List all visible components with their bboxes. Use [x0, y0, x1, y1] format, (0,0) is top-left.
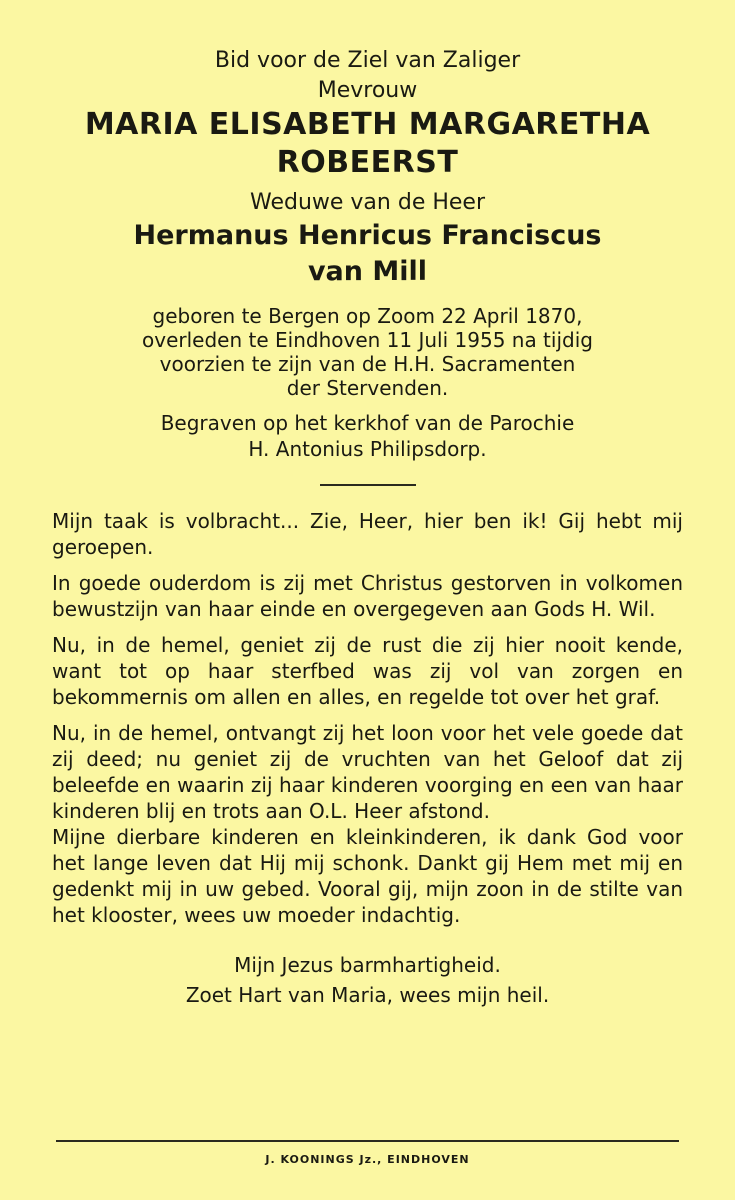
- life-facts: [52, 304, 683, 400]
- death-line-1: overleden te Eindhoven 11 Juli 1955 na tijdig: [142, 328, 593, 352]
- paragraph-2: In goede ouderdom is zij met Christus gestorven in volkomen bewustzijn van haar einde en overgegeven aan Gods H. Wil.: [52, 571, 683, 621]
- prayer-intro: Bid voor de Ziel van Zaliger: [214, 48, 521, 73]
- footer-rule: [56, 1140, 679, 1142]
- spouse-given-names: Hermanus Henricus Franciscus: [133, 220, 602, 251]
- paragraph-3: Nu, in de hemel, geniet zij de rust die zij hier nooit kende, want tot op haar sterfbed was zij vol van zorgen en bekommernis om allen en alles, en regelde tot over het graf.: [52, 633, 683, 709]
- widow-of-line: Weduwe van de Heer: [249, 190, 486, 215]
- burial-info: [52, 410, 683, 462]
- deceased-surname: ROBEERST: [276, 145, 459, 180]
- honorific: Mevrouw: [317, 78, 418, 103]
- closing-line-2: Zoet Hart van Maria, wees mijn heil.: [185, 983, 550, 1007]
- printer-credit: J. KOONINGS Jz., EINDHOVEN: [265, 1153, 470, 1166]
- paragraph-5: Mijne dierbare kinderen en kleinkinderen, ik dank God voor het lange leven dat Hij mij schonk. Dankt gij Hem met mij en gedenkt mij in uw gebed. Vooral gij, mijn zoon in de stilte van het klooster, wees uw moeder indachtig.: [52, 825, 683, 927]
- closing-line-1: Mijn Jezus barmhartigheid.: [234, 953, 501, 977]
- paragraph-1: Mijn taak is volbracht... Zie, Heer, hier ben ik! Gij hebt mij geroepen.: [52, 509, 683, 559]
- spouse-surname: van Mill: [307, 256, 428, 287]
- death-line-3: der Stervenden.: [286, 376, 449, 400]
- death-line-2: voorzien te zijn van de H.H. Sacramenten: [159, 352, 576, 376]
- closing-prayers: [52, 950, 683, 1010]
- divider: [320, 484, 416, 486]
- paragraph-4: Nu, in de hemel, ontvangt zij het loon voor het vele goede dat zij deed; nu geniet zij de vruchten van het Geloof dat zij beleefde en waarin zij haar kinderen voorging en een van haar kinderen blij en trots aan O.L. Heer afstond.: [52, 721, 683, 823]
- deceased-given-names: MARIA ELISABETH MARGARETHA: [84, 107, 651, 142]
- burial-line-1: Begraven op het kerkhof van de Parochie: [160, 411, 575, 435]
- birth-line: geboren te Bergen op Zoom 22 April 1870,: [152, 304, 583, 328]
- burial-line-2: H. Antonius Philipsdorp.: [248, 437, 487, 461]
